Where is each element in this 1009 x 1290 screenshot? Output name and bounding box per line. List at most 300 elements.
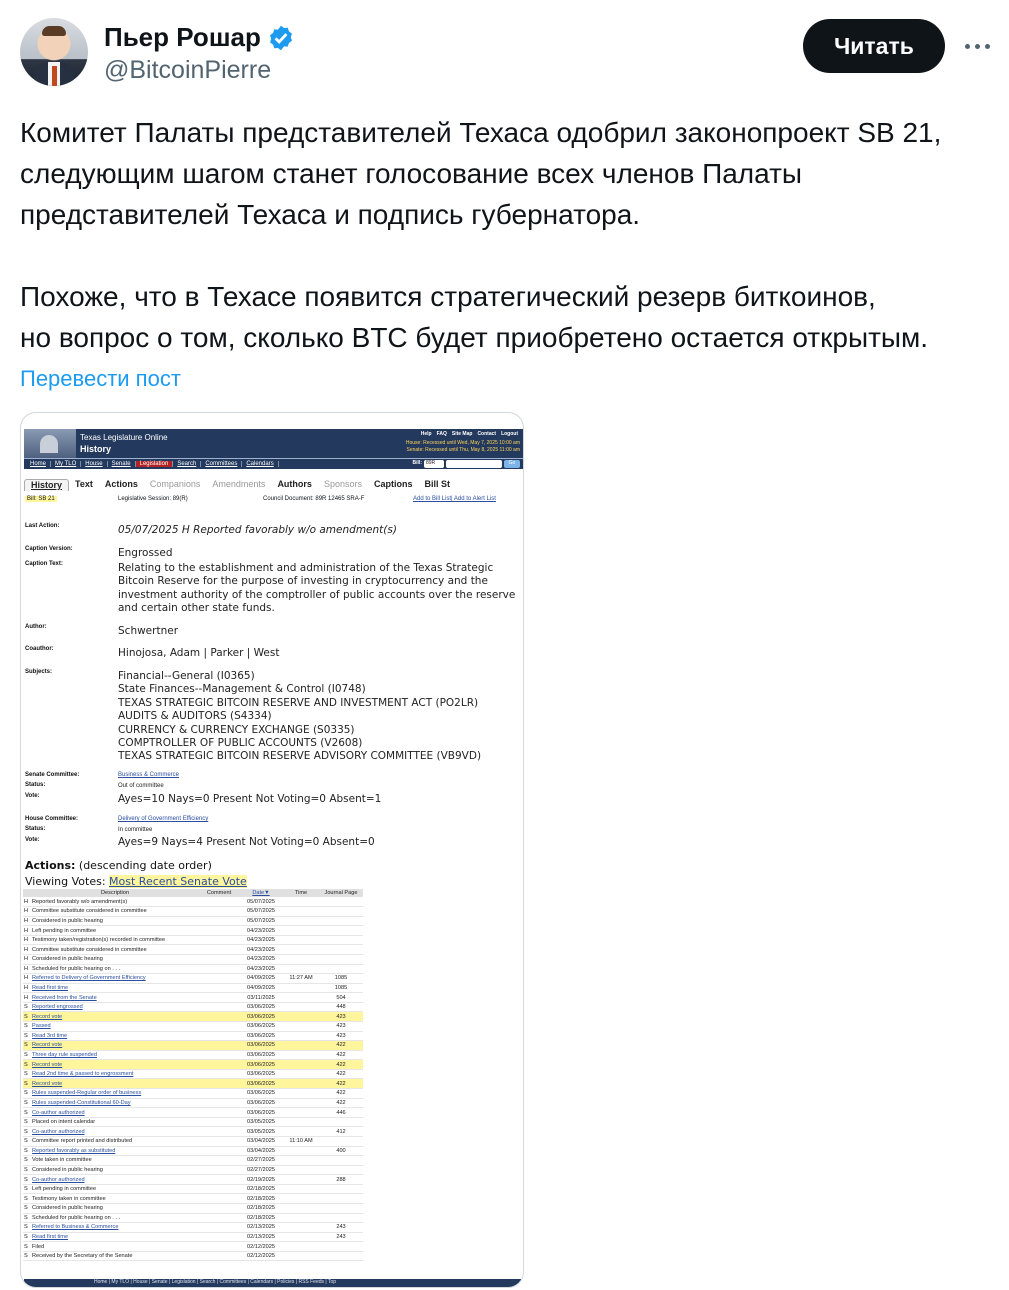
cell-date: 03/06/2025: [239, 1098, 283, 1108]
table-row: [23, 954, 363, 964]
cell-comment: [199, 1232, 239, 1242]
cell-date: 04/23/2025: [239, 954, 283, 964]
cell-date: 02/18/2025: [239, 1194, 283, 1204]
cell-description: Testimony taken in committee: [31, 1194, 199, 1204]
table-row: [23, 945, 363, 955]
cell-time: [283, 897, 319, 907]
actions-table-body: [23, 897, 363, 1261]
cell-date: 04/23/2025: [239, 926, 283, 936]
cell-comment: [199, 1136, 239, 1146]
table-row: [23, 926, 363, 936]
cell-chamber: S: [23, 1223, 31, 1233]
tweet-media-image[interactable]: [20, 412, 524, 1288]
cell-time: 11:10 AM: [283, 1136, 319, 1146]
tlo-top-links: [421, 431, 518, 437]
cell-chamber: S: [23, 1194, 31, 1204]
cell-date: 05/07/2025: [239, 907, 283, 917]
cell-comment: [199, 1108, 239, 1118]
cell-chamber: H: [23, 897, 31, 907]
cell-date: 02/18/2025: [239, 1213, 283, 1223]
cell-time: [283, 1108, 319, 1118]
cell-description: Filed: [31, 1242, 199, 1252]
cell-date: 02/27/2025: [239, 1156, 283, 1166]
cell-chamber: H: [23, 907, 31, 917]
cell-comment: [199, 1002, 239, 1012]
cell-chamber: S: [23, 1060, 31, 1070]
avatar[interactable]: [20, 18, 88, 86]
senate-vote-value: Ayes=10 Nays=0 Present Not Voting=0 Absent=1: [118, 793, 382, 805]
table-row: [23, 1251, 363, 1261]
cell-description[interactable]: Received from the Senate: [31, 993, 199, 1003]
tweet-line: Похоже, что в Техасе появится стратегический резерв биткоинов,: [20, 281, 876, 312]
tab-actions[interactable]: Actions: [104, 479, 138, 489]
cell-date: 03/06/2025: [239, 1002, 283, 1012]
cell-description[interactable]: Referred to Business & Commerce: [31, 1223, 199, 1233]
tab-amendments[interactable]: Amendments: [212, 479, 266, 489]
tlo-nav-committees[interactable]: Committees: [201, 461, 242, 467]
bill-number: Bill: SB 21: [27, 496, 55, 502]
cell-comment: [199, 1117, 239, 1127]
table-row: [23, 1242, 363, 1252]
table-row: [23, 935, 363, 945]
cell-comment: [199, 1184, 239, 1194]
cell-time: [283, 1050, 319, 1060]
cell-description: Vote taken in committee: [31, 1156, 199, 1166]
tab-authors[interactable]: Authors: [277, 479, 312, 489]
cell-chamber: S: [23, 1251, 31, 1261]
cell-time: [283, 1031, 319, 1041]
cell-comment: [199, 926, 239, 936]
house-status-value: In committee: [118, 827, 153, 833]
subject-item: TEXAS STRATEGIC BITCOIN RESERVE ADVISORY COMMITTEE (VB9VD): [118, 750, 482, 763]
table-row: [23, 964, 363, 974]
cell-date: 03/06/2025: [239, 1012, 283, 1022]
actions-heading: [25, 859, 212, 872]
cell-comment: [199, 1127, 239, 1137]
cell-chamber: H: [23, 945, 31, 955]
label-house-status: Status:: [25, 826, 46, 832]
cell-chamber: H: [23, 974, 31, 984]
cell-time: [283, 1251, 319, 1261]
cell-description[interactable]: Read first time: [31, 1232, 199, 1242]
col-date[interactable]: Date▼: [239, 889, 283, 897]
actions-order-note: (descending date order): [75, 859, 212, 872]
cell-chamber: S: [23, 1146, 31, 1156]
follow-button[interactable]: Читать: [803, 19, 945, 73]
bill-session-select[interactable]: 89R: [424, 460, 444, 468]
cell-date: 03/05/2025: [239, 1127, 283, 1137]
cell-description[interactable]: Record vote: [31, 1012, 199, 1022]
cell-journal-page: [319, 964, 363, 974]
cell-date: 04/09/2025: [239, 974, 283, 984]
table-row: [23, 1022, 363, 1032]
label-senate-committee: Senate Committee:: [25, 772, 80, 778]
senate-committee-link[interactable]: Business & Commerce: [118, 772, 180, 778]
col-time: Time: [283, 889, 319, 897]
cell-chamber: S: [23, 1117, 31, 1127]
cell-chamber: S: [23, 1022, 31, 1032]
cell-journal-page: 446: [319, 1108, 363, 1118]
table-row: [23, 1194, 363, 1204]
table-row: [23, 1223, 363, 1233]
cell-description: Left pending in committee: [31, 1184, 199, 1194]
bill-go-button[interactable]: Go: [504, 460, 520, 468]
cell-journal-page: 400: [319, 1146, 363, 1156]
cell-date: 03/04/2025: [239, 1136, 283, 1146]
cell-description[interactable]: Reported engrossed: [31, 1002, 199, 1012]
cell-comment: [199, 983, 239, 993]
table-row: [23, 897, 363, 907]
cell-description[interactable]: Record vote: [31, 1060, 199, 1070]
cell-description[interactable]: Passed: [31, 1022, 199, 1032]
cell-journal-page: 422: [319, 1041, 363, 1051]
cell-description: Scheduled for public hearing on . . .: [31, 1213, 199, 1223]
cell-journal-page: 1085: [319, 983, 363, 993]
table-row: [23, 1031, 363, 1041]
cell-journal-page: 504: [319, 993, 363, 1003]
cell-comment: [199, 907, 239, 917]
cell-comment: [199, 1079, 239, 1089]
cell-journal-page: 422: [319, 1050, 363, 1060]
cell-date: 03/06/2025: [239, 1089, 283, 1099]
table-row: [23, 1213, 363, 1223]
tab-captions[interactable]: Captions: [373, 479, 413, 489]
subject-item: State Finances--Management & Control (I0748): [118, 683, 366, 696]
cell-chamber: S: [23, 1204, 31, 1214]
cell-chamber: H: [23, 954, 31, 964]
cell-time: [283, 907, 319, 917]
tweet-line: но вопрос о том, сколько BTC будет приобретено остается открытым.: [20, 322, 929, 353]
tlo-nav-mytlo[interactable]: My TLO: [51, 461, 81, 467]
cell-chamber: S: [23, 1079, 31, 1089]
subject-item: CURRENCY & CURRENCY EXCHANGE (S0335): [118, 723, 355, 736]
table-row: [23, 1184, 363, 1194]
tlo-site-title: Texas Legislature Online: [80, 433, 168, 442]
cell-comment: [199, 964, 239, 974]
cell-time: [283, 1089, 319, 1099]
cell-time: [283, 1127, 319, 1137]
cell-chamber: S: [23, 1127, 31, 1137]
cell-description: Committee report printed and distributed: [31, 1136, 199, 1146]
tlo-nav-calendars[interactable]: Calendars: [242, 461, 278, 467]
subject-item: AUDITS & AUDITORS (S4334): [118, 710, 272, 723]
table-row: [23, 974, 363, 984]
cell-time: [283, 954, 319, 964]
table-row: [23, 1012, 363, 1022]
table-row: [23, 1089, 363, 1099]
cell-journal-page: [319, 907, 363, 917]
table-row: [23, 1108, 363, 1118]
dot: [965, 44, 970, 49]
caption-text-line: Relating to the establishment and administration of the Texas Strategic: [118, 562, 494, 574]
table-row: [23, 1050, 363, 1060]
tlo-link-sitemap[interactable]: Site Map: [451, 431, 473, 437]
cell-chamber: S: [23, 1213, 31, 1223]
cell-date: 05/07/2025: [239, 916, 283, 926]
cell-description[interactable]: Read 3rd time: [31, 1031, 199, 1041]
table-row: [23, 916, 363, 926]
cell-comment: [199, 897, 239, 907]
cell-comment: [199, 993, 239, 1003]
cell-chamber: H: [23, 916, 31, 926]
cell-time: [283, 1098, 319, 1108]
table-row: [23, 1165, 363, 1175]
cell-chamber: H: [23, 964, 31, 974]
cell-time: [283, 1194, 319, 1204]
tlo-nav-bar: [24, 458, 524, 469]
tlo-link-contact[interactable]: Contact: [477, 431, 497, 437]
cell-journal-page: [319, 1117, 363, 1127]
cell-description: Considered in public hearing: [31, 954, 199, 964]
label-caption-version: Caption Version:: [25, 546, 73, 552]
cell-comment: [199, 1204, 239, 1214]
senate-status-value: Out of committee: [118, 783, 164, 789]
cell-comment: [199, 935, 239, 945]
cell-journal-page: 422: [319, 1098, 363, 1108]
cell-time: [283, 1213, 319, 1223]
cell-comment: [199, 1194, 239, 1204]
cell-comment: [199, 954, 239, 964]
cell-date: 03/06/2025: [239, 1060, 283, 1070]
cell-description[interactable]: Co-author authorized: [31, 1175, 199, 1185]
tlo-nav-home[interactable]: Home: [26, 461, 51, 467]
cell-time: [283, 1146, 319, 1156]
table-row: [23, 1204, 363, 1214]
cell-journal-page: [319, 1242, 363, 1252]
table-row: [23, 1136, 363, 1146]
cell-journal-page: 423: [319, 1031, 363, 1041]
cell-chamber: S: [23, 1156, 31, 1166]
cell-time: [283, 1156, 319, 1166]
cell-date: 03/06/2025: [239, 1022, 283, 1032]
cell-chamber: H: [23, 935, 31, 945]
cell-time: [283, 945, 319, 955]
cell-time: [283, 1242, 319, 1252]
cell-time: [283, 1204, 319, 1214]
cell-journal-page: [319, 926, 363, 936]
label-house-vote: Vote:: [25, 837, 40, 843]
cell-description: Received by the Secretary of the Senate: [31, 1251, 199, 1261]
subject-item: COMPTROLLER OF PUBLIC ACCOUNTS (V2608): [118, 737, 363, 749]
cell-comment: [199, 1031, 239, 1041]
most-recent-vote-link[interactable]: Most Recent Senate Vote: [109, 875, 247, 888]
cell-date: 05/07/2025: [239, 897, 283, 907]
cell-journal-page: 423: [319, 1012, 363, 1022]
cell-journal-page: [319, 954, 363, 964]
author-name[interactable]: Пьер Рошар: [104, 22, 261, 52]
table-row: [23, 1127, 363, 1137]
cell-date: 03/06/2025: [239, 1079, 283, 1089]
add-to-list-links[interactable]: Add to Bill List| Add to Alert List: [413, 496, 496, 502]
cell-description[interactable]: Read first time: [31, 983, 199, 993]
cell-time: [283, 1223, 319, 1233]
tlo-bill-search: [413, 460, 520, 468]
cell-comment: [199, 1165, 239, 1175]
cell-time: [283, 983, 319, 993]
cell-date: 04/23/2025: [239, 935, 283, 945]
cell-journal-page: [319, 916, 363, 926]
cell-description[interactable]: Co-author authorized: [31, 1127, 199, 1137]
cell-time: [283, 1184, 319, 1194]
name-row: [104, 22, 295, 53]
cell-time: [283, 1232, 319, 1242]
cell-comment: [199, 1098, 239, 1108]
cell-date: 02/12/2025: [239, 1251, 283, 1261]
cell-comment: [199, 1022, 239, 1032]
cell-journal-page: 243: [319, 1232, 363, 1242]
author-handle[interactable]: @BitcoinPierre: [104, 56, 272, 84]
cell-date: 03/06/2025: [239, 1108, 283, 1118]
cell-description[interactable]: Referred to Delivery of Government Efficiency: [31, 974, 199, 984]
cell-journal-page: 412: [319, 1127, 363, 1137]
tab-bill-stages[interactable]: Bill St: [424, 479, 450, 489]
cell-comment: [199, 1242, 239, 1252]
tab-history[interactable]: History: [24, 479, 69, 491]
cell-journal-page: [319, 1136, 363, 1146]
author-value: Schwertner: [118, 625, 179, 637]
cell-description[interactable]: Three day rule suspended: [31, 1050, 199, 1060]
cell-description: Reported favorably w/o amendment(s): [31, 897, 199, 907]
cell-journal-page: 1085: [319, 974, 363, 984]
label-house-committee: House Committee:: [25, 816, 79, 822]
cell-date: 03/05/2025: [239, 1117, 283, 1127]
cell-chamber: S: [23, 1184, 31, 1194]
cell-description: Considered in public hearing: [31, 1204, 199, 1214]
cell-date: 03/06/2025: [239, 1069, 283, 1079]
cell-description[interactable]: Read 2nd time & passed to engrossment: [31, 1069, 199, 1079]
cell-date: 02/18/2025: [239, 1184, 283, 1194]
cell-journal-page: [319, 1165, 363, 1175]
tlo-link-logout[interactable]: Logout: [501, 431, 518, 437]
coauthor-value: Hinojosa, Adam | Parker | West: [118, 647, 280, 659]
cell-time: [283, 1002, 319, 1012]
cell-description: Committee substitute considered in committee: [31, 945, 199, 955]
capitol-logo-icon: [24, 429, 76, 458]
cell-chamber: H: [23, 983, 31, 993]
cell-time: [283, 1041, 319, 1051]
cell-description[interactable]: Reported favorably as substituted: [31, 1146, 199, 1156]
cell-description[interactable]: Rules suspended-Regular order of business: [31, 1089, 199, 1099]
col-comment: Comment: [199, 889, 239, 897]
table-row: [23, 1079, 363, 1089]
cell-journal-page: [319, 1194, 363, 1204]
label-author: Author:: [25, 624, 47, 630]
translate-post-link[interactable]: Перевести пост: [20, 366, 181, 391]
cell-comment: [199, 974, 239, 984]
cell-description[interactable]: Rules suspended-Constitutional 60-Day: [31, 1098, 199, 1108]
house-status: House: Recessed until Wed, May 7, 2025 10:00 am: [405, 440, 520, 446]
cell-journal-page: [319, 935, 363, 945]
cell-time: [283, 1012, 319, 1022]
tweet-line: следующим шагом станет голосование всех членов Палаты: [20, 158, 803, 189]
cell-journal-page: 422: [319, 1060, 363, 1070]
cell-journal-page: 243: [319, 1223, 363, 1233]
tlo-nav-house[interactable]: House: [81, 461, 107, 467]
cell-journal-page: [319, 945, 363, 955]
bill-info-row: [25, 496, 521, 502]
cell-time: [283, 964, 319, 974]
cell-comment: [199, 1089, 239, 1099]
tlo-footer-nav: Home | My TLO | House | Senate | Legislation | Search | Committees | Calendars | Policies | RSS Feeds | Top: [24, 1279, 524, 1288]
tlo-link-help[interactable]: Help: [420, 431, 432, 437]
cell-date: 03/06/2025: [239, 1031, 283, 1041]
cell-chamber: S: [23, 1098, 31, 1108]
tweet-header: [20, 18, 995, 88]
cell-date: 04/23/2025: [239, 945, 283, 955]
table-row: [23, 1041, 363, 1051]
cell-date: 02/27/2025: [239, 1165, 283, 1175]
house-committee-link[interactable]: Delivery of Government Efficiency: [118, 816, 209, 822]
cell-date: 04/09/2025: [239, 983, 283, 993]
cell-description[interactable]: Record vote: [31, 1041, 199, 1051]
caption-text-line: investment authority of the comptroller of public accounts over the reserve: [118, 588, 516, 601]
cell-comment: [199, 1050, 239, 1060]
label-last-action: Last Action:: [25, 523, 60, 529]
tlo-nav-search[interactable]: Search: [173, 461, 201, 467]
cell-description: Considered in public hearing: [31, 916, 199, 926]
bill-number-input[interactable]: [446, 460, 502, 468]
cell-time: [283, 1175, 319, 1185]
label-senate-vote: Vote:: [25, 793, 40, 799]
cell-chamber: S: [23, 1012, 31, 1022]
cell-journal-page: 288: [319, 1175, 363, 1185]
cell-description: Scheduled for public hearing on . . .: [31, 964, 199, 974]
cell-chamber: S: [23, 1002, 31, 1012]
table-row: [23, 1156, 363, 1166]
cell-date: 02/13/2025: [239, 1223, 283, 1233]
cell-journal-page: [319, 1184, 363, 1194]
cell-time: [283, 1069, 319, 1079]
cell-chamber: S: [23, 1108, 31, 1118]
cell-date: 02/18/2025: [239, 1204, 283, 1214]
cell-chamber: S: [23, 1050, 31, 1060]
label-senate-status: Status:: [25, 782, 46, 788]
cell-description: Considered in public hearing: [31, 1165, 199, 1175]
label-subjects: Subjects:: [25, 669, 53, 675]
table-row: [23, 993, 363, 1003]
cell-comment: [199, 1060, 239, 1070]
cell-chamber: S: [23, 1089, 31, 1099]
cell-journal-page: [319, 1204, 363, 1214]
cell-chamber: H: [23, 926, 31, 936]
cell-journal-page: 423: [319, 1022, 363, 1032]
cell-description[interactable]: Record vote: [31, 1079, 199, 1089]
last-action-value: 05/07/2025 H Reported favorably w/o amendment(s): [118, 524, 397, 536]
tlo-nav-senate[interactable]: Senate: [108, 461, 136, 467]
tab-companions[interactable]: Companions: [149, 479, 201, 489]
cell-journal-page: 422: [319, 1069, 363, 1079]
table-row: [23, 1002, 363, 1012]
avatar-tie: [52, 66, 57, 86]
dot: [975, 44, 980, 49]
cell-comment: [199, 1146, 239, 1156]
tab-text[interactable]: Text: [75, 479, 93, 489]
cell-chamber: S: [23, 1136, 31, 1146]
label-coauthor: Coauthor:: [25, 646, 54, 652]
tab-sponsors[interactable]: Sponsors: [323, 479, 362, 489]
council-document: Council Document: 89R 12465 SRA-F: [263, 496, 365, 502]
more-options-icon[interactable]: [960, 32, 994, 60]
tlo-nav-legislation[interactable]: Legislation: [136, 461, 174, 467]
cell-comment: [199, 1012, 239, 1022]
tlo-link-faq[interactable]: FAQ: [436, 431, 447, 437]
house-vote-value: Ayes=9 Nays=4 Present Not Voting=0 Absent=0: [118, 836, 375, 848]
actions-table: [23, 889, 363, 1261]
cell-time: [283, 1079, 319, 1089]
cell-description: Committee substitute considered in committee: [31, 907, 199, 917]
tlo-page-title: History: [80, 444, 112, 454]
cell-description[interactable]: Co-author authorized: [31, 1108, 199, 1118]
